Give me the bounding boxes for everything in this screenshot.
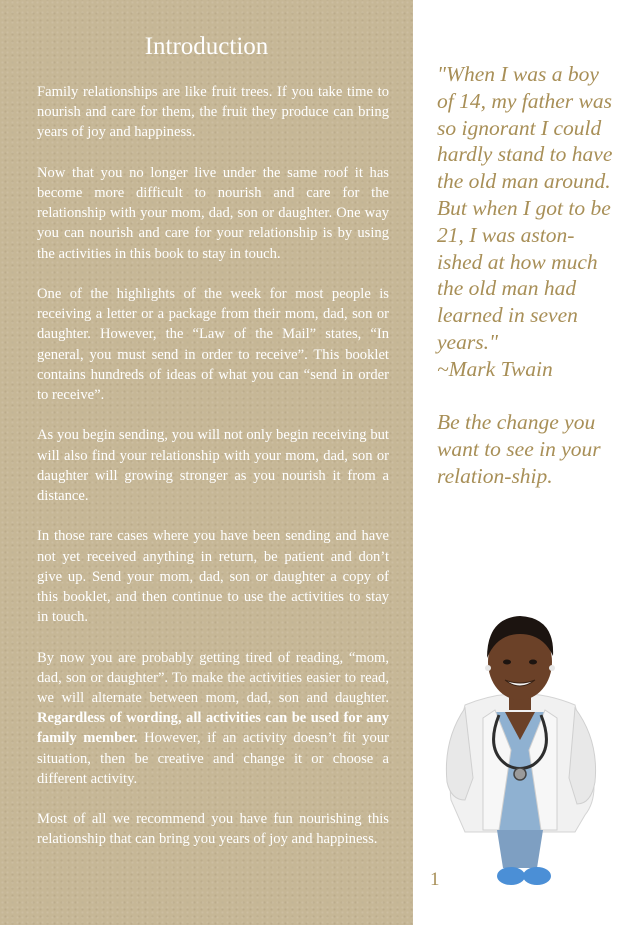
page-number: 1 — [430, 869, 440, 890]
change-quote: Be the change you want to see in your relation-ship. — [437, 410, 601, 488]
paragraph-6 — [37, 648, 389, 789]
paragraph-6-bold: Regardless of wording, all activities can be used for any family member. — [37, 710, 389, 747]
page-title: Introduction — [144, 33, 269, 60]
paragraph-6-tail: However, if an activity doesn’t fit your situation, then be creative and change it or choose a different activity. — [37, 730, 389, 787]
body-text — [37, 82, 389, 870]
paragraph-3: One of the highlights of the week for most people is receiving a letter or a package from their mom, dad, son or daughter. However, the “Law of the Mail” states, “In general, you must send in order to receive”. This booklet contains hundreds of ideas of what you can “send in order to receive”. — [37, 286, 389, 404]
paragraph-4: As you begin sending, you will not only begin receiving but will also find your relationship with your mom, dad, son or daughter will growing stronger as you nourish it from a distance. — [37, 427, 389, 505]
quote-attribution: ~Mark Twain — [437, 356, 553, 381]
quote-column — [437, 61, 617, 490]
paragraph-2: Now that you no longer live under the same roof it has become more difficult to nourish and care for the relationship with your mom, dad, son or daughter. One way you can nourish and care for your relationship is by using the activities in this book to stay in touch. — [37, 164, 389, 262]
doctor-photo — [425, 600, 615, 900]
twain-quote: "When I was a boy of 14, my father was so ignorant I could hardly stand to have the old man around. But when I got to be 21, I was aston-ished at how much the old man had learned in seven years." — [437, 62, 613, 354]
paragraph-5: In those rare cases where you have been sending and have not yet received anything in return, be patient and don’t give up. Send your mom, dad, son or daughter a copy of this booklet, and then continue to use the activities to stay in touch. — [37, 528, 389, 626]
paragraph-6-lead: By now you are probably getting tired of reading, “mom, dad, son or daughter”. To make the activities easier to read, we will alternate between mom, dad, son and daughter. — [37, 649, 389, 707]
paragraph-1: Family relationships are like fruit trees. If you take time to nourish and care for them, the fruit they produce can bring years of joy and happiness. — [37, 84, 389, 141]
paragraph-7: Most of all we recommend you have fun nourishing this relationship that can bring you years of joy and happiness. — [37, 811, 389, 848]
